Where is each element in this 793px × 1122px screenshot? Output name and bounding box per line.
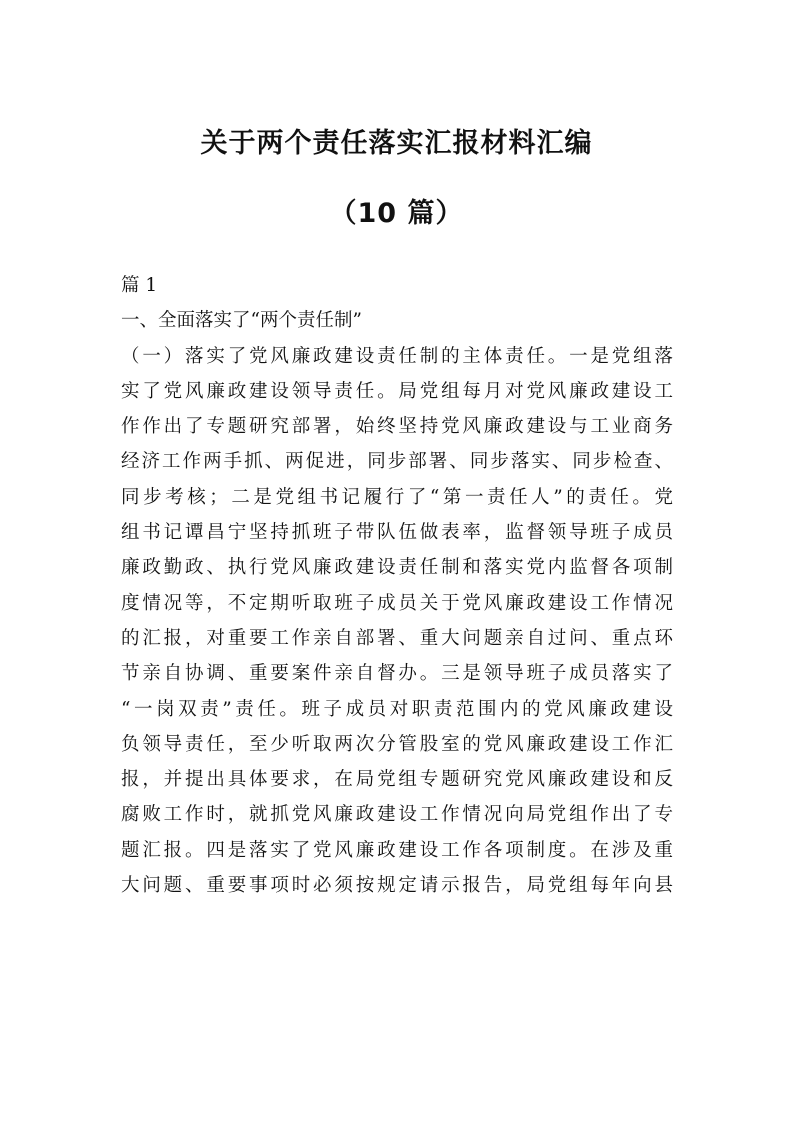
document-title: 关于两个责任落实汇报材料汇编 [200,128,593,159]
paragraph-line: 实了党风廉政建设领导责任。局党组每月对党风廉政建设工 [121,380,673,402]
paragraph-line: 负领导责任，至少听取两次分管股室的党风廉政建设工作汇 [121,733,673,755]
document-subtitle: （10 篇） [329,198,464,229]
paragraph-line: “一岗双责”责任。班子成员对职责范围内的党风廉政建设 [121,698,673,720]
paragraph-line: 报，并提出具体要求，在局党组专题研究党风廉政建设和反 [121,769,673,791]
document-body [121,268,673,903]
section-heading: 一、全面落实了“两个责任制” [121,310,362,332]
section-label: 篇 1 [121,275,158,296]
paragraph-line: 经济工作两手抓、两促进，同步部署、同步落实、同步检查、 [121,451,673,473]
paragraph-line: （一）落实了党风廉政建设责任制的主体责任。一是党组落 [121,345,673,367]
paragraph-line: 腐败工作时，就抓党风廉政建设工作情况向局党组作出了专 [121,804,673,826]
paragraph-line: 大问题、重要事项时必须按规定请示报告，局党组每年向县 [121,875,673,897]
paragraph-line: 作作出了专题研究部署，始终坚持党风廉政建设与工业商务 [121,416,673,438]
paragraph-line: 同步考核；二是党组书记履行了“第一责任人”的责任。党 [121,486,673,508]
paragraph-line: 组书记谭昌宁坚持抓班子带队伍做表率，监督领导班子成员 [121,522,673,544]
paragraph-line: 节亲自协调、重要案件亲自督办。三是领导班子成员落实了 [121,663,673,685]
paragraph-line: 度情况等，不定期听取班子成员关于党风廉政建设工作情况 [121,592,673,614]
paragraph-line: 题汇报。四是落实了党风廉政建设工作各项制度。在涉及重 [121,839,673,861]
paragraph-line: 的汇报，对重要工作亲自部署、重大问题亲自过问、重点环 [121,627,673,649]
paragraph-line: 廉政勤政、执行党风廉政建设责任制和落实党内监督各项制 [121,557,673,579]
